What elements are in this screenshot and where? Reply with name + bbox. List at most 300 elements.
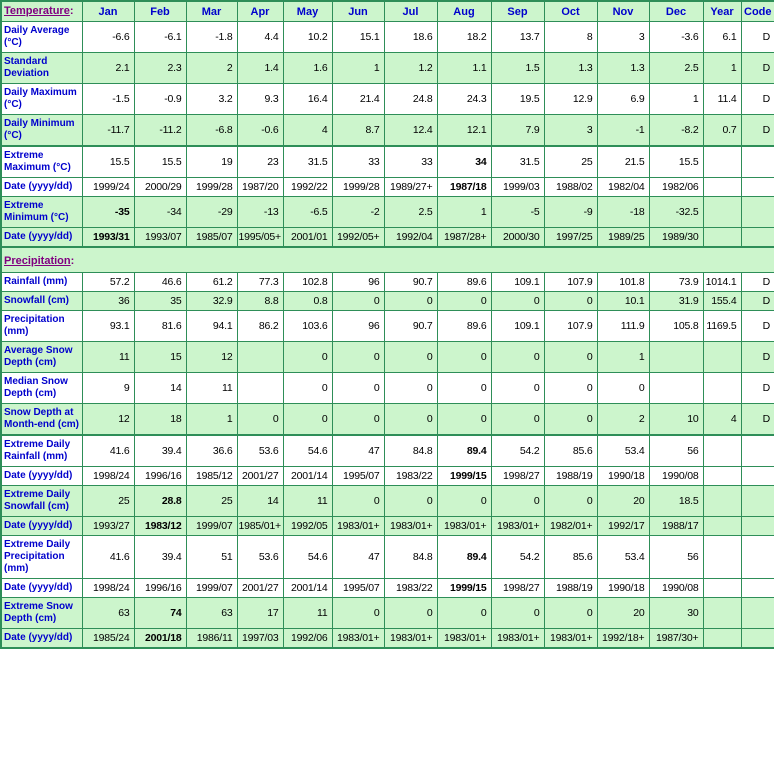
- cell: 85.6: [544, 536, 597, 579]
- cell: 1989/30: [649, 228, 703, 248]
- cell: 0.7: [703, 115, 741, 147]
- cell: 53.4: [597, 536, 649, 579]
- cell: 1999/03: [491, 178, 544, 197]
- row-label: Standard Deviation: [1, 53, 82, 84]
- cell: 2.1: [82, 53, 134, 84]
- table-row: [1, 598, 774, 629]
- cell: -1.5: [82, 84, 134, 115]
- cell: 94.1: [186, 311, 237, 342]
- cell: 107.9: [544, 311, 597, 342]
- cell: 1985/07: [186, 228, 237, 248]
- cell: 15.5: [134, 146, 186, 178]
- cell: 1990/18: [597, 579, 649, 598]
- cell: 39.4: [134, 536, 186, 579]
- cell: 3: [544, 115, 597, 147]
- cell: 46.6: [134, 273, 186, 292]
- cell: 1.3: [597, 53, 649, 84]
- cell: 34: [437, 146, 491, 178]
- cell: 15: [134, 342, 186, 373]
- cell: -1.8: [186, 22, 237, 53]
- row-label: Date (yyyy/dd): [1, 629, 82, 649]
- cell: 36: [82, 292, 134, 311]
- cell: 61.2: [186, 273, 237, 292]
- cell: 17: [237, 598, 283, 629]
- cell: 1996/16: [134, 467, 186, 486]
- cell: 1982/06: [649, 178, 703, 197]
- cell: 13.7: [491, 22, 544, 53]
- cell: 85.6: [544, 435, 597, 467]
- cell: 18: [134, 404, 186, 436]
- cell: 4: [283, 115, 332, 147]
- cell: 1988/17: [649, 517, 703, 536]
- cell: 53.6: [237, 536, 283, 579]
- section-colon: :: [69, 5, 74, 17]
- cell: 1987/20: [237, 178, 283, 197]
- cell: 0.8: [283, 292, 332, 311]
- column-header-jan: Jan: [82, 1, 134, 22]
- cell: 7.9: [491, 115, 544, 147]
- cell: 39.4: [134, 435, 186, 467]
- cell: 1.5: [491, 53, 544, 84]
- table-row: [1, 311, 774, 342]
- row-label: Date (yyyy/dd): [1, 579, 82, 598]
- cell: 1: [186, 404, 237, 436]
- cell: 0: [544, 342, 597, 373]
- cell: 2001/14: [283, 579, 332, 598]
- cell: 3: [597, 22, 649, 53]
- cell: 11: [283, 598, 332, 629]
- cell: 53.4: [597, 435, 649, 467]
- row-label: Median Snow Depth (cm): [1, 373, 82, 404]
- row-label: Daily Maximum (°C): [1, 84, 82, 115]
- precipitation-link[interactable]: Precipitation: [4, 255, 71, 267]
- table-row: [1, 579, 774, 598]
- cell: 0: [491, 373, 544, 404]
- cell: 2: [597, 404, 649, 436]
- cell: 90.7: [384, 311, 437, 342]
- cell: 1983/01+: [491, 517, 544, 536]
- cell: 0: [332, 404, 384, 436]
- cell: 1995/05+: [237, 228, 283, 248]
- cell: -11.2: [134, 115, 186, 147]
- cell: 41.6: [82, 435, 134, 467]
- table-row: [1, 292, 774, 311]
- cell: 28.8: [134, 486, 186, 517]
- cell: D: [741, 292, 774, 311]
- cell: 12: [186, 342, 237, 373]
- column-header-apr: Apr: [237, 1, 283, 22]
- cell: 2.5: [384, 197, 437, 228]
- cell: 96: [332, 311, 384, 342]
- cell: 1.4: [237, 53, 283, 84]
- cell: 1999/15: [437, 579, 491, 598]
- cell: 21.5: [597, 146, 649, 178]
- column-header-dec: Dec: [649, 1, 703, 22]
- cell: 102.8: [283, 273, 332, 292]
- table-row: [1, 486, 774, 517]
- cell: 1985/12: [186, 467, 237, 486]
- cell: 1: [703, 53, 741, 84]
- column-header-year: Year: [703, 1, 741, 22]
- cell: 25: [82, 486, 134, 517]
- cell: [649, 373, 703, 404]
- cell: 1987/28+: [437, 228, 491, 248]
- cell: -18: [597, 197, 649, 228]
- cell: 1.1: [437, 53, 491, 84]
- column-header-nov: Nov: [597, 1, 649, 22]
- cell: 18.5: [649, 486, 703, 517]
- cell: 0: [437, 292, 491, 311]
- cell: 1982/04: [597, 178, 649, 197]
- table-row: [1, 247, 774, 273]
- table-row: [1, 342, 774, 373]
- cell: 1014.1: [703, 273, 741, 292]
- cell: 1983/22: [384, 579, 437, 598]
- cell: [703, 517, 741, 536]
- cell: 2001/18: [134, 629, 186, 649]
- cell: 2001/14: [283, 467, 332, 486]
- cell: 1989/27+: [384, 178, 437, 197]
- cell: 9.3: [237, 84, 283, 115]
- cell: 1992/06: [283, 629, 332, 649]
- cell: 1999/28: [332, 178, 384, 197]
- cell: 41.6: [82, 536, 134, 579]
- column-header-oct: Oct: [544, 1, 597, 22]
- cell: 23: [237, 146, 283, 178]
- cell: 1989/25: [597, 228, 649, 248]
- cell: 1983/01+: [491, 629, 544, 649]
- cell: 1992/05: [283, 517, 332, 536]
- cell: 1998/27: [491, 579, 544, 598]
- cell: D: [741, 53, 774, 84]
- row-label: Extreme Minimum (°C): [1, 197, 82, 228]
- cell: [741, 178, 774, 197]
- cell: 93.1: [82, 311, 134, 342]
- cell: 31.9: [649, 292, 703, 311]
- cell: 1999/07: [186, 517, 237, 536]
- cell: 24.8: [384, 84, 437, 115]
- cell: 30: [649, 598, 703, 629]
- cell: 1999/24: [82, 178, 134, 197]
- cell: 73.9: [649, 273, 703, 292]
- table-row: [1, 373, 774, 404]
- cell: 63: [82, 598, 134, 629]
- cell: 0: [283, 342, 332, 373]
- cell: 6.1: [703, 22, 741, 53]
- row-label: Extreme Daily Snowfall (cm): [1, 486, 82, 517]
- row-label: Date (yyyy/dd): [1, 517, 82, 536]
- cell: -35: [82, 197, 134, 228]
- cell: 15.5: [649, 146, 703, 178]
- cell: [741, 486, 774, 517]
- cell: 20: [597, 486, 649, 517]
- cell: 0: [283, 373, 332, 404]
- cell: 0: [384, 404, 437, 436]
- cell: 0: [384, 373, 437, 404]
- cell: 89.4: [437, 435, 491, 467]
- cell: 0: [597, 373, 649, 404]
- cell: 12.4: [384, 115, 437, 147]
- cell: 1987/18: [437, 178, 491, 197]
- row-label: Precipitation (mm): [1, 311, 82, 342]
- cell: -6.6: [82, 22, 134, 53]
- cell: [703, 342, 741, 373]
- cell: D: [741, 115, 774, 147]
- table-row: [1, 629, 774, 649]
- cell: 1990/08: [649, 467, 703, 486]
- cell: 77.3: [237, 273, 283, 292]
- cell: 0: [491, 342, 544, 373]
- cell: 84.8: [384, 435, 437, 467]
- cell: 54.6: [283, 435, 332, 467]
- cell: 14: [134, 373, 186, 404]
- cell: 0: [437, 486, 491, 517]
- row-label: Date (yyyy/dd): [1, 228, 82, 248]
- cell: 1.6: [283, 53, 332, 84]
- cell: 89.4: [437, 536, 491, 579]
- cell: -1: [597, 115, 649, 147]
- cell: [741, 435, 774, 467]
- cell: 10: [649, 404, 703, 436]
- table-row: [1, 435, 774, 467]
- row-label: Average Snow Depth (cm): [1, 342, 82, 373]
- cell: 1998/27: [491, 467, 544, 486]
- cell: 11: [186, 373, 237, 404]
- cell: 1992/17: [597, 517, 649, 536]
- row-label: Daily Minimum (°C): [1, 115, 82, 147]
- cell: 4.4: [237, 22, 283, 53]
- cell: 0: [384, 598, 437, 629]
- row-label: Snow Depth at Month-end (cm): [1, 404, 82, 436]
- cell: [703, 146, 741, 178]
- column-header-sep: Sep: [491, 1, 544, 22]
- cell: 11.4: [703, 84, 741, 115]
- cell: D: [741, 22, 774, 53]
- cell: 2: [186, 53, 237, 84]
- cell: 12.9: [544, 84, 597, 115]
- cell: 1982/01+: [544, 517, 597, 536]
- cell: D: [741, 373, 774, 404]
- cell: 0: [491, 598, 544, 629]
- cell: 33: [332, 146, 384, 178]
- row-label: Extreme Maximum (°C): [1, 146, 82, 178]
- cell: 2001/27: [237, 579, 283, 598]
- cell: 111.9: [597, 311, 649, 342]
- cell: 0: [384, 486, 437, 517]
- cell: 0: [437, 373, 491, 404]
- cell: 1997/25: [544, 228, 597, 248]
- cell: 10.2: [283, 22, 332, 53]
- cell: 3.2: [186, 84, 237, 115]
- cell: -34: [134, 197, 186, 228]
- cell: 11: [82, 342, 134, 373]
- cell: [237, 342, 283, 373]
- cell: 53.6: [237, 435, 283, 467]
- column-header-jul: Jul: [384, 1, 437, 22]
- cell: 8.7: [332, 115, 384, 147]
- cell: 1990/08: [649, 579, 703, 598]
- cell: 0: [332, 292, 384, 311]
- cell: 1986/11: [186, 629, 237, 649]
- cell: 12: [82, 404, 134, 436]
- cell: -8.2: [649, 115, 703, 147]
- cell: 33: [384, 146, 437, 178]
- cell: 63: [186, 598, 237, 629]
- cell: 54.6: [283, 536, 332, 579]
- cell: 2000/29: [134, 178, 186, 197]
- cell: -9: [544, 197, 597, 228]
- cell: 89.6: [437, 273, 491, 292]
- cell: -13: [237, 197, 283, 228]
- cell: 105.8: [649, 311, 703, 342]
- cell: 2000/30: [491, 228, 544, 248]
- cell: 0: [384, 342, 437, 373]
- cell: 14: [237, 486, 283, 517]
- cell: [741, 536, 774, 579]
- cell: [741, 467, 774, 486]
- row-label: Date (yyyy/dd): [1, 178, 82, 197]
- column-header-jun: Jun: [332, 1, 384, 22]
- cell: 1985/01+: [237, 517, 283, 536]
- row-label: Extreme Daily Precipitation (mm): [1, 536, 82, 579]
- cell: 54.2: [491, 536, 544, 579]
- cell: [703, 629, 741, 649]
- cell: 0: [384, 292, 437, 311]
- table-row: [1, 53, 774, 84]
- cell: 2.5: [649, 53, 703, 84]
- table-row: [1, 84, 774, 115]
- cell: 1993/31: [82, 228, 134, 248]
- row-label: Daily Average (°C): [1, 22, 82, 53]
- cell: 1988/19: [544, 467, 597, 486]
- column-header-code: Code: [741, 1, 774, 22]
- cell: 0: [437, 342, 491, 373]
- table-row: [1, 115, 774, 147]
- cell: 1983/01+: [437, 517, 491, 536]
- cell: 1995/07: [332, 467, 384, 486]
- cell: 1993/27: [82, 517, 134, 536]
- table-row: [1, 404, 774, 436]
- cell: 81.6: [134, 311, 186, 342]
- cell: 0: [544, 486, 597, 517]
- cell: 0: [283, 404, 332, 436]
- cell: 109.1: [491, 273, 544, 292]
- cell: 1992/05+: [332, 228, 384, 248]
- cell: 11: [283, 486, 332, 517]
- cell: 25: [186, 486, 237, 517]
- cell: [741, 517, 774, 536]
- cell: 101.8: [597, 273, 649, 292]
- row-label: Snowfall (cm): [1, 292, 82, 311]
- cell: 18.6: [384, 22, 437, 53]
- cell: 1983/01+: [384, 629, 437, 649]
- column-header-aug: Aug: [437, 1, 491, 22]
- cell: 56: [649, 435, 703, 467]
- cell: [237, 373, 283, 404]
- cell: 1: [597, 342, 649, 373]
- cell: 1992/18+: [597, 629, 649, 649]
- cell: 1983/01+: [332, 517, 384, 536]
- cell: -0.9: [134, 84, 186, 115]
- cell: 1999/28: [186, 178, 237, 197]
- cell: 96: [332, 273, 384, 292]
- cell: 18.2: [437, 22, 491, 53]
- cell: 1992/04: [384, 228, 437, 248]
- cell: 155.4: [703, 292, 741, 311]
- row-label: Extreme Snow Depth (cm): [1, 598, 82, 629]
- cell: 0: [544, 404, 597, 436]
- cell: 47: [332, 536, 384, 579]
- table-row: [1, 536, 774, 579]
- cell: 2001/01: [283, 228, 332, 248]
- cell: [741, 146, 774, 178]
- cell: [741, 579, 774, 598]
- cell: [741, 197, 774, 228]
- cell: 21.4: [332, 84, 384, 115]
- cell: -0.6: [237, 115, 283, 147]
- cell: [703, 435, 741, 467]
- cell: 8.8: [237, 292, 283, 311]
- cell: 1999/15: [437, 467, 491, 486]
- table-row: [1, 146, 774, 178]
- cell: 89.6: [437, 311, 491, 342]
- cell: 9: [82, 373, 134, 404]
- cell: 1997/03: [237, 629, 283, 649]
- cell: -29: [186, 197, 237, 228]
- cell: 1983/01+: [332, 629, 384, 649]
- cell: [703, 536, 741, 579]
- section-row-cell: [1, 247, 774, 273]
- cell: 1988/02: [544, 178, 597, 197]
- cell: 107.9: [544, 273, 597, 292]
- cell: [741, 228, 774, 248]
- cell: D: [741, 311, 774, 342]
- temperature-link[interactable]: Temperature: [4, 5, 70, 17]
- cell: 19: [186, 146, 237, 178]
- section-header-cell: [1, 1, 82, 22]
- cell: 32.9: [186, 292, 237, 311]
- cell: 6.9: [597, 84, 649, 115]
- cell: 0: [332, 486, 384, 517]
- row-label: Date (yyyy/dd): [1, 467, 82, 486]
- column-header-feb: Feb: [134, 1, 186, 22]
- table-row: [1, 22, 774, 53]
- cell: 47: [332, 435, 384, 467]
- cell: -5: [491, 197, 544, 228]
- cell: 4: [703, 404, 741, 436]
- cell: 0: [332, 598, 384, 629]
- cell: 0: [491, 292, 544, 311]
- cell: 0: [544, 598, 597, 629]
- cell: 19.5: [491, 84, 544, 115]
- cell: 10.1: [597, 292, 649, 311]
- cell: D: [741, 84, 774, 115]
- table-row: [1, 273, 774, 292]
- cell: -2: [332, 197, 384, 228]
- cell: 8: [544, 22, 597, 53]
- cell: 0: [437, 598, 491, 629]
- cell: [703, 197, 741, 228]
- cell: 16.4: [283, 84, 332, 115]
- cell: -6.8: [186, 115, 237, 147]
- cell: 1.2: [384, 53, 437, 84]
- cell: 51: [186, 536, 237, 579]
- cell: 1: [332, 53, 384, 84]
- cell: [703, 178, 741, 197]
- cell: [703, 579, 741, 598]
- cell: [703, 486, 741, 517]
- cell: 35: [134, 292, 186, 311]
